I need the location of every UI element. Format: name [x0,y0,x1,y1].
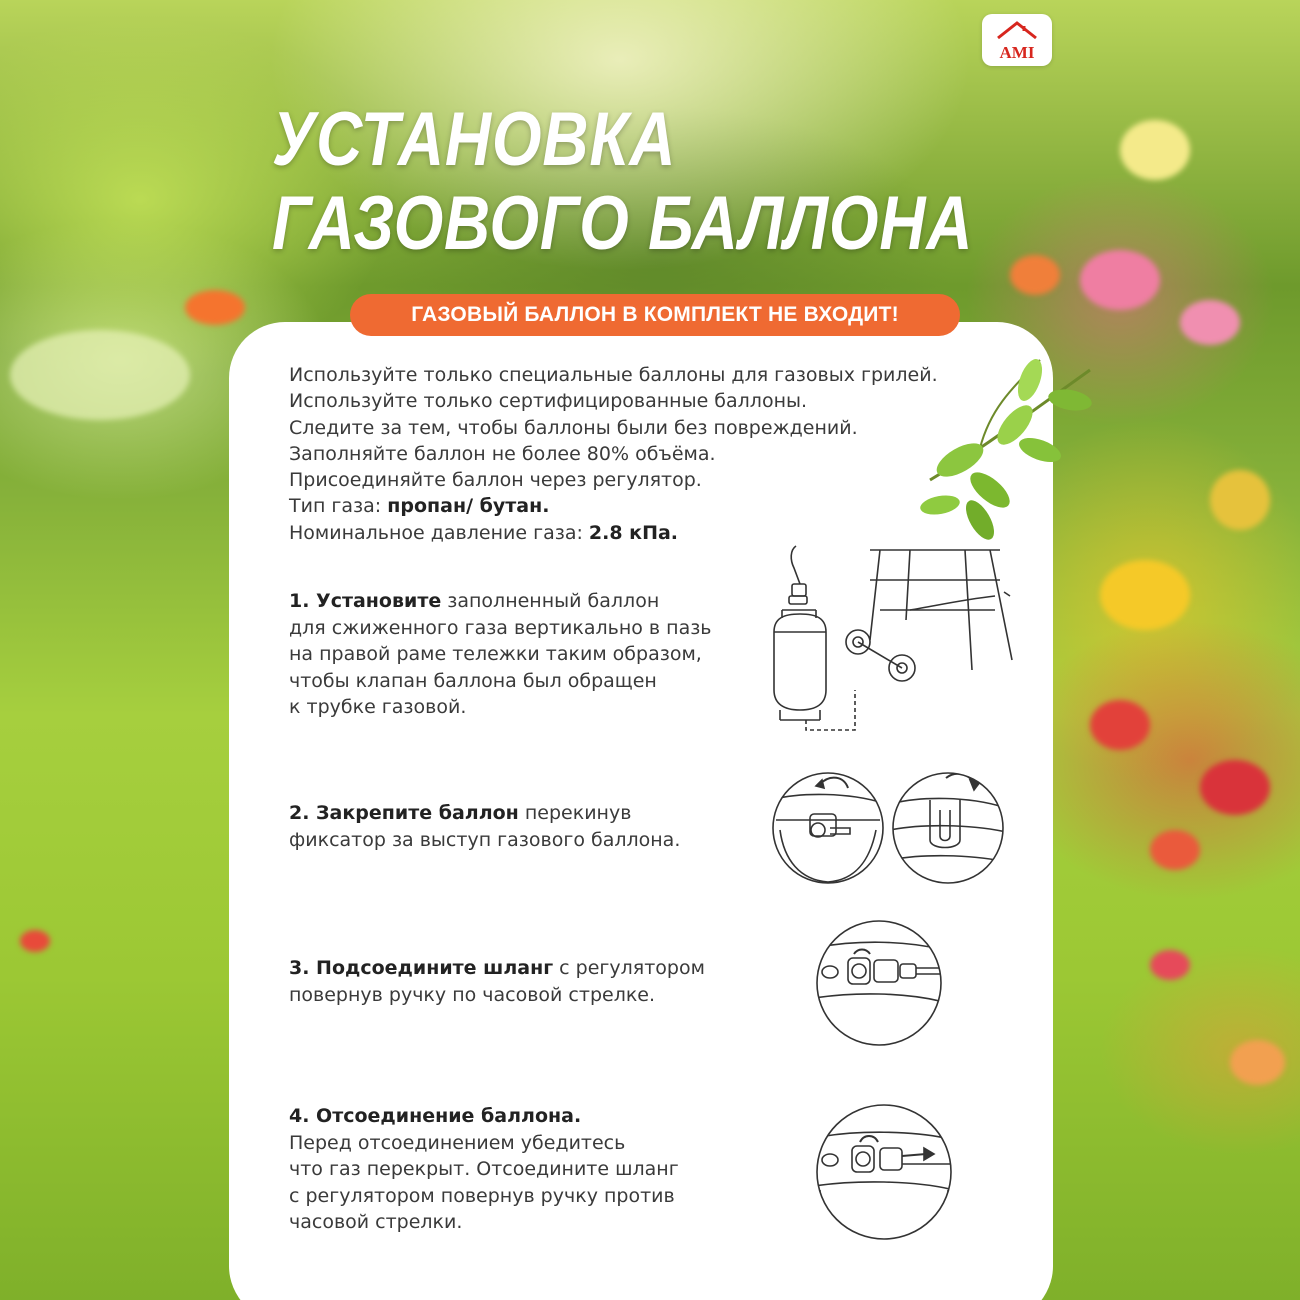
rule-line: Используйте только специальные баллоны для газовых грилей. [289,364,938,386]
title-line-1: УСТАНОВКА [272,97,677,182]
flower-blossom [10,330,190,420]
step-1-text: для сжиженного газа вертикально в пазь [289,616,712,639]
hose-regulator-connect-illustration [814,918,944,1048]
flower-blossom [1120,120,1190,180]
gas-type-line [289,493,938,519]
step-4-title: 4. Отсоединение баллона. [289,1105,582,1127]
step-3-text: повернув ручку по часовой стрелке. [289,983,656,1006]
pressure-label: Номинальное давление газа: [289,521,589,544]
hose-regulator-disconnect-illustration [814,1102,954,1242]
step-4-first-line [289,1103,679,1130]
flower-blossom [1230,1040,1285,1085]
flower-blossom [20,930,50,952]
leaves-branch-icon [920,330,1100,550]
step-2 [289,800,680,853]
flower-blossom [1210,470,1270,530]
step-3 [289,955,705,1008]
step-1 [289,588,712,721]
step-2-title: 2. Закрепите баллон [289,802,519,824]
rule-line: Следите за тем, чтобы баллоны были без повреждений. [289,416,858,439]
step-3-text: с регулятором [553,957,705,979]
step-1-text: на правой раме тележки таким образом, [289,643,702,665]
house-roof-icon [982,14,1052,66]
flower-blossom [1200,760,1270,815]
flower-blossom [1150,830,1200,870]
step-3-title: 3. Подсоедините шланг [289,957,554,979]
flower-blossom [185,290,245,325]
logo-text: AMI [999,43,1035,62]
warning-banner: ГАЗОВЫЙ БАЛЛОН В КОМПЛЕКТ НЕ ВХОДИТ! [350,294,960,336]
step-4-text: с регулятором повернув ручку против [289,1184,675,1207]
step-4-text: часовой стрелки. [289,1211,463,1233]
brand-logo [982,14,1052,66]
step-2-text: фиксатор за выступ газового баллона. [289,828,681,851]
rule-line: Используйте только сертифицированные баллоны. [289,390,808,413]
step-3-first-line [289,955,705,982]
cylinder-latch-illustration [770,770,886,886]
title-line-2: ГАЗОВОГО БАЛЛОНА [272,181,974,266]
step-1-title: 1. Установите [289,590,442,612]
pressure-value: 2.8 кПа. [588,521,679,544]
step-4 [289,1103,679,1236]
gas-type-value: пропан/ бутан. [387,495,550,518]
gas-cylinder-cart-illustration [760,540,1020,740]
flower-blossom [1150,950,1190,980]
cylinder-latch-detail-illustration [890,770,1006,886]
flower-blossom [1100,560,1190,630]
step-1-text: к трубке газовой. [289,696,467,718]
page-title [272,98,973,266]
step-1-text: заполненный баллон [441,590,660,612]
gas-type-label: Тип газа: [289,495,388,518]
step-1-first-line [289,588,712,615]
safety-rules [289,362,938,546]
flower-blossom [1080,250,1160,310]
step-1-text: чтобы клапан баллона был обращен [289,669,657,692]
step-2-first-line [289,800,680,827]
step-2-text: перекинув [518,802,632,824]
rule-line: Заполняйте баллон не более 80% объёма. [289,442,716,465]
step-4-text: что газ перекрыт. Отсоедините шланг [289,1158,679,1180]
rule-line: Присоединяйте баллон через регулятор. [289,469,702,492]
step-4-text: Перед отсоединением убедитесь [289,1131,626,1154]
flower-blossom [1090,700,1150,750]
flower-blossom [1180,300,1240,345]
flower-blossom [1010,255,1060,295]
